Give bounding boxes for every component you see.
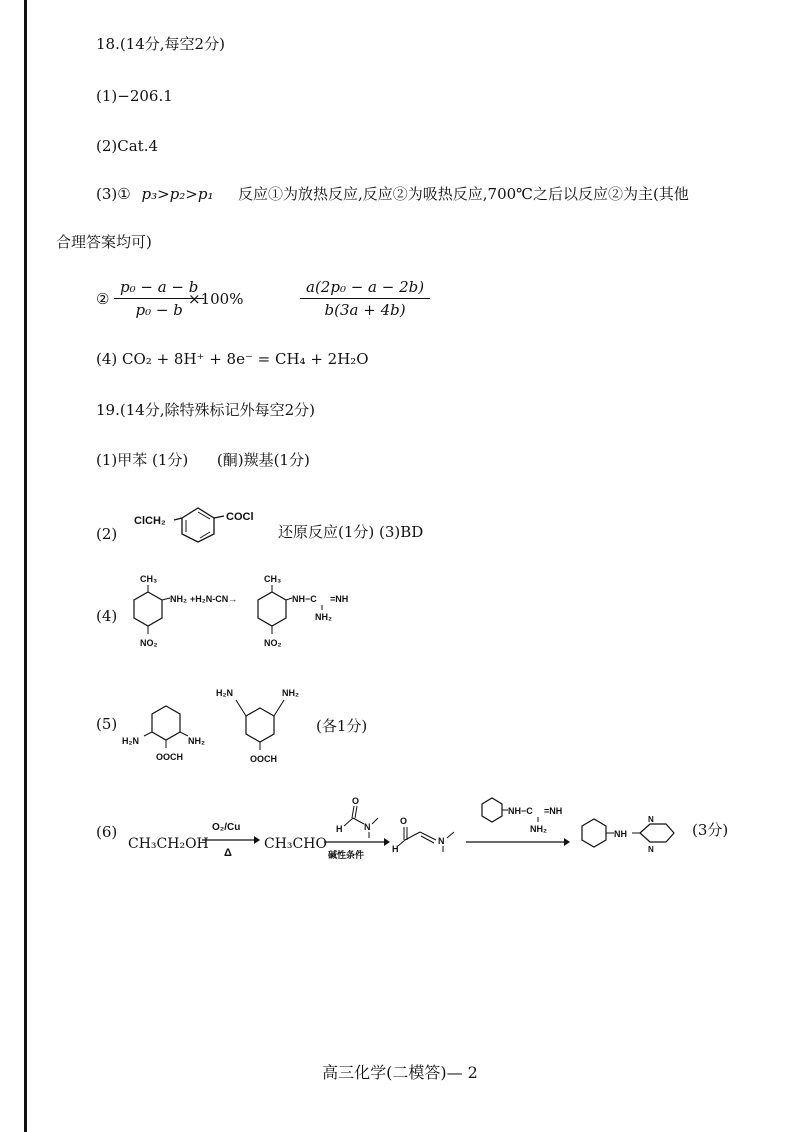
q19-answer-5-label: (5) <box>96 715 118 733</box>
reaction-arrow-2 <box>322 790 392 870</box>
page-left-border <box>24 0 27 1132</box>
svg-text:NH₂: NH₂ <box>315 612 332 622</box>
q19-answer-4-label: (4) <box>96 607 118 625</box>
reaction-arrow-3 <box>464 790 574 860</box>
q19-answer-2-label: (2) <box>96 525 118 543</box>
q18-answer-3-reason: 反应①为放热反应,反应②为吸热反应,700℃之后以反应②为主(其他 <box>238 185 689 203</box>
svg-text:NO₂: NO₂ <box>140 638 158 648</box>
svg-text:NH₂: NH₂ <box>282 688 299 698</box>
svg-text:=NH: =NH <box>330 594 349 604</box>
q19-answer-6-points: (3分) <box>692 821 729 839</box>
svg-text:=NH: =NH <box>544 806 563 816</box>
q18-answer-1: (1)−206.1 <box>96 87 173 105</box>
svg-text:O₂/Cu: O₂/Cu <box>212 822 241 833</box>
svg-text:NH₂: NH₂ <box>170 594 187 604</box>
q19-answer-6-label: (6) <box>96 823 118 841</box>
svg-text:O: O <box>352 796 360 806</box>
acyl-chloride-group: COCl <box>226 511 254 523</box>
q18-answer-3b-label: ② <box>96 290 110 308</box>
isomer-structures <box>118 682 318 782</box>
fraction-1-denominator: p₀ − b <box>135 301 183 319</box>
fraction-2-denominator: b(3a + 4b) <box>324 301 406 319</box>
q19-header: 19.(14分,除特殊标记外每空2分) <box>96 401 315 419</box>
fraction-1-numerator: p₀ − a − b <box>114 278 204 299</box>
svg-text:H: H <box>392 844 399 854</box>
q19-answer-1: (1)甲苯 (1分) (酮)羰基(1分) <box>96 451 310 469</box>
q19-answer-2-text: 还原反应(1分) (3)BD <box>278 523 424 541</box>
q18-answer-3-label <box>96 184 213 204</box>
guanidine-reaction-structure <box>118 570 378 654</box>
fraction-2-numerator: a(2p₀ − a − 2b) <box>300 278 430 299</box>
svg-text:N: N <box>438 836 445 846</box>
svg-text:碱性条件: 碱性条件 <box>328 850 365 860</box>
svg-text:NH₂: NH₂ <box>530 824 547 834</box>
svg-text:N: N <box>648 815 654 824</box>
q18-answer-3-reason-cont: 合理答案均可) <box>56 233 152 251</box>
q18-fraction-1-suffix: ×100% <box>188 290 244 308</box>
benzene-ring-icon <box>182 508 214 542</box>
q18-answer-3-number: (3)① <box>96 185 131 203</box>
q18-answer-2: (2)Cat.4 <box>96 137 159 155</box>
pyrimidine-product-structure <box>574 808 694 858</box>
svg-text:CH₃: CH₃ <box>264 574 282 584</box>
chloromethyl-group: ClCH₂ <box>134 515 166 527</box>
ethanol-formula: CH₃CH₂OH <box>128 836 209 852</box>
acetaldehyde-formula: CH₃CHO <box>264 836 327 852</box>
svg-text:O: O <box>400 816 408 826</box>
svg-text:N: N <box>364 822 371 832</box>
svg-text:NH−C: NH−C <box>292 594 317 604</box>
svg-text:OOCH: OOCH <box>156 752 183 762</box>
q18-fraction-2 <box>300 278 430 319</box>
svg-text:N: N <box>648 845 654 854</box>
acyl-chloride-structure <box>130 496 270 546</box>
svg-text:H₂N: H₂N <box>122 736 139 746</box>
svg-text:H₂N: H₂N <box>216 688 233 698</box>
q18-answer-4: (4) CO₂ + 8H⁺ + 8e⁻ = CH₄ + 2H₂O <box>96 350 369 368</box>
q18-header: 18.(14分,每空2分) <box>96 35 225 53</box>
svg-text:CH₃: CH₃ <box>140 574 158 584</box>
svg-text:NH: NH <box>614 829 627 839</box>
svg-text:Δ: Δ <box>224 847 232 859</box>
svg-text:NH₂: NH₂ <box>188 736 205 746</box>
svg-text:NO₂: NO₂ <box>264 638 282 648</box>
svg-text:H: H <box>336 824 343 834</box>
svg-text:OOCH: OOCH <box>250 754 277 764</box>
page-footer: 高三化学(二模答)— 2 <box>322 1063 478 1082</box>
reaction-arrow-1 <box>200 816 260 860</box>
q19-answer-5-points: (各1分) <box>316 717 368 735</box>
enaminone-structure <box>392 810 462 860</box>
svg-text:+H₂N-CN→: +H₂N-CN→ <box>190 594 238 604</box>
svg-text:NH−C: NH−C <box>508 806 533 816</box>
q18-pressure-order: p₃>p₂>p₁ <box>141 185 214 203</box>
